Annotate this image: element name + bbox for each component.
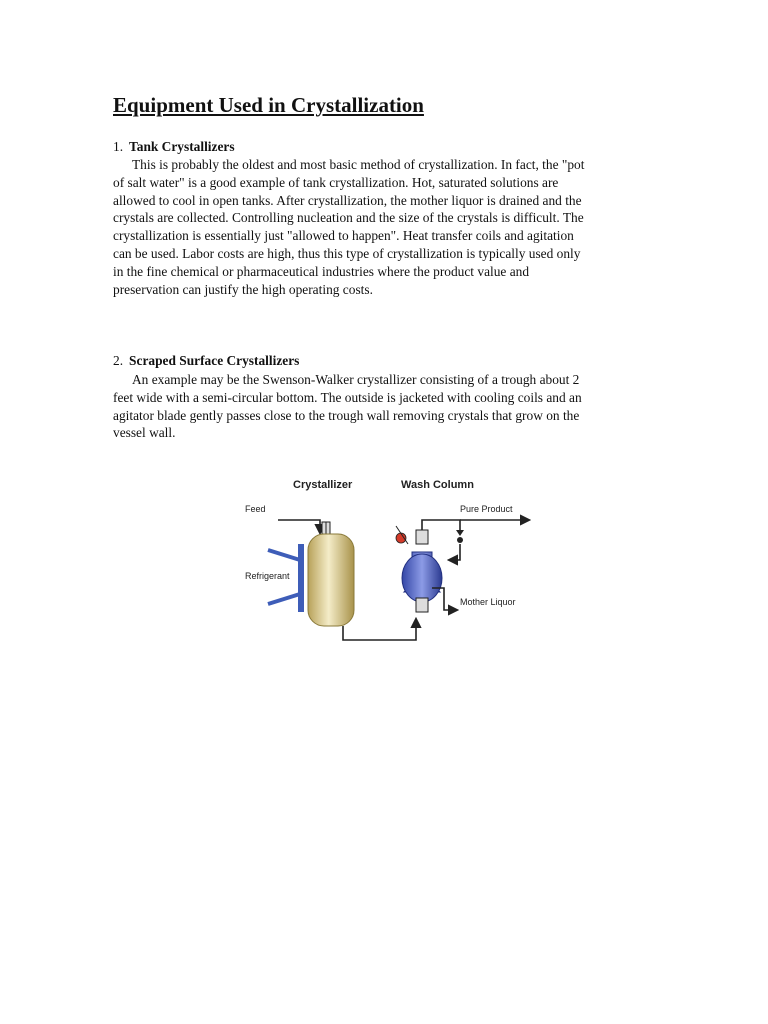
paragraph-line: feet wide with a semi-circular bottom. The outside is jacketed with cooling coils and an bbox=[113, 389, 582, 405]
paragraph-line: agitator blade gently passes close to the trough wall removing crystals that grow on the bbox=[113, 407, 580, 423]
feed-pipe bbox=[278, 520, 320, 532]
wash-column-vessel bbox=[402, 554, 442, 602]
paragraph-line: crystallization is essentially just "allowed to happen". Heat transfer coils and agitation bbox=[113, 228, 574, 244]
section-heading-tank-crystallizers bbox=[113, 138, 235, 156]
paragraph-line: preservation can justify the high operating costs. bbox=[113, 281, 373, 297]
section-number: 1. bbox=[113, 139, 124, 154]
paragraph-line: can be used. Labor costs are high, thus this type of crystallization is typically used only bbox=[113, 245, 581, 261]
crystallizer-label: Crystallizer bbox=[293, 479, 353, 491]
paragraph-line: of salt water" is a good example of tank crystallization. Hot, saturated solutions are bbox=[113, 174, 559, 190]
refrigerant-jacket bbox=[298, 544, 304, 612]
refrigerant-in-arrow bbox=[268, 550, 300, 560]
wash-column-top-motor-icon bbox=[416, 530, 428, 544]
section-paragraph-scraped-surface-crystallizers bbox=[113, 371, 665, 442]
feed-label: Feed bbox=[245, 504, 266, 514]
paragraph-line: allowed to cool in open tanks. After crystallization, the mother liquor is drained and the bbox=[113, 192, 582, 208]
crystallizer-vessel bbox=[308, 534, 354, 626]
paragraph-line: An example may be the Swenson-Walker crystallizer consisting of a trough about 2 bbox=[132, 372, 580, 387]
section-title: Tank Crystallizers bbox=[129, 139, 235, 154]
crystallizer-wash-column-diagram bbox=[238, 470, 538, 650]
pure-product-label: Pure Product bbox=[460, 504, 513, 514]
section-paragraph-tank-crystallizers bbox=[113, 156, 665, 298]
section-heading-scraped-surface-crystallizers bbox=[113, 352, 299, 370]
refrigerant-label: Refrigerant bbox=[245, 571, 290, 581]
section-number: 2. bbox=[113, 353, 124, 368]
wash-column-bottom-motor-icon bbox=[416, 598, 428, 612]
transfer-pipe bbox=[343, 620, 416, 640]
paragraph-line: This is probably the oldest and most basic method of crystallization. In fact, the "pot bbox=[132, 157, 585, 172]
refrigerant-out-arrow bbox=[268, 594, 300, 604]
paragraph-line: vessel wall. bbox=[113, 425, 176, 441]
paragraph-line: in the fine chemical or pharmaceutical industries where the product value and bbox=[113, 263, 530, 279]
wash-column-label: Wash Column bbox=[401, 479, 474, 491]
section-title: Scraped Surface Crystallizers bbox=[129, 353, 300, 368]
paragraph-line: crystals are collected. Controlling nucleation and the size of the crystals is difficult. The bbox=[113, 210, 584, 226]
page-title: Equipment Used in Crystallization bbox=[113, 93, 424, 117]
mother-liquor-label: Mother Liquor bbox=[460, 597, 516, 607]
